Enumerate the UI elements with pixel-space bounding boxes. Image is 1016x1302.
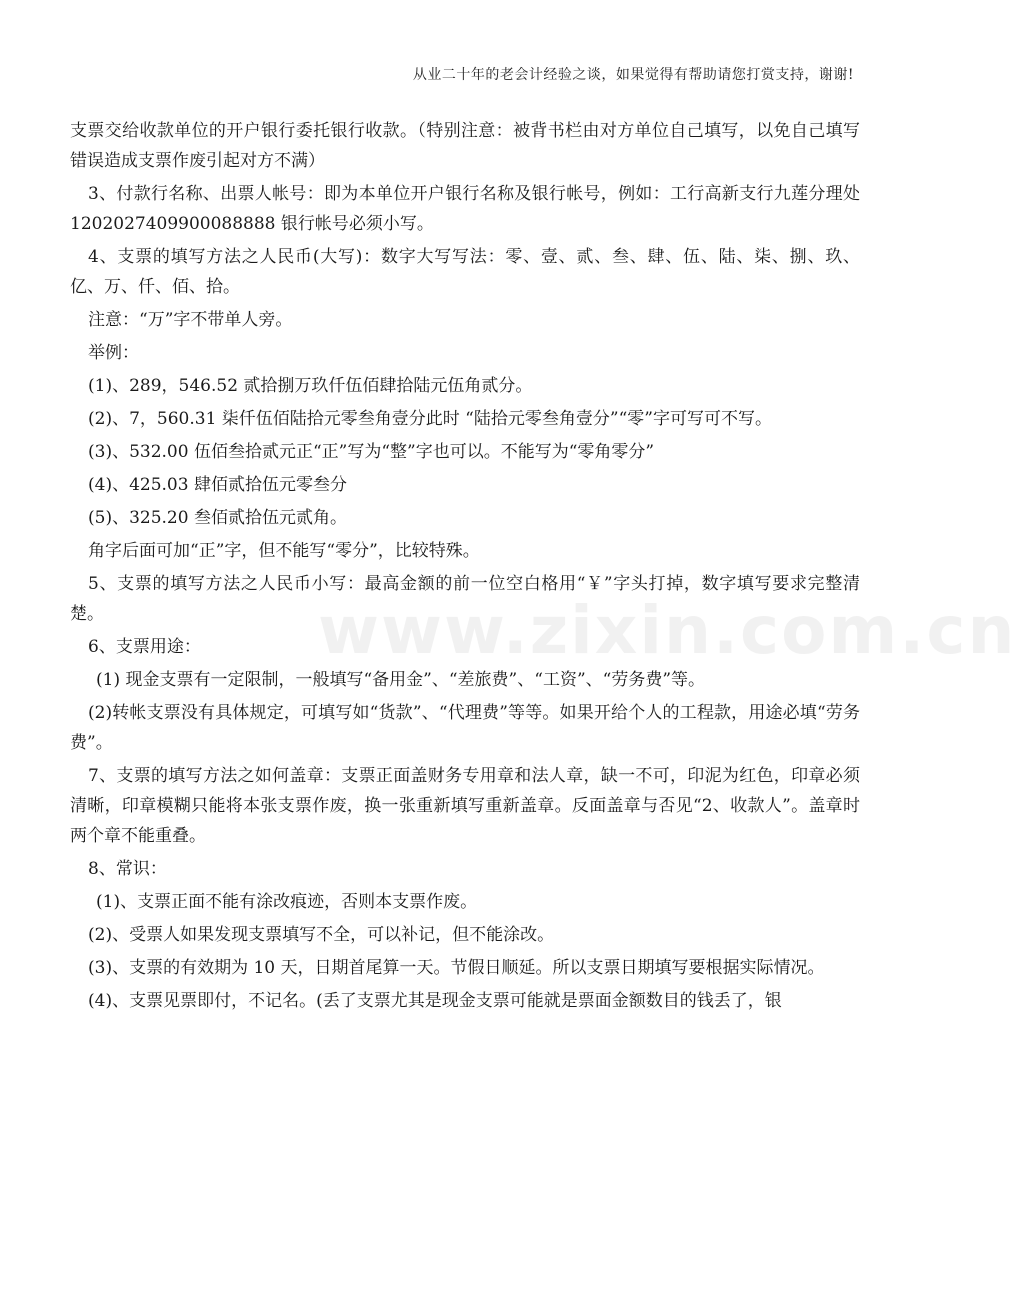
example-item-1: (1)、289，546.52 贰拾捌万玖仟伍佰肆拾陆元伍角贰分。	[88, 376, 533, 396]
usage-item-transfer-check: (2)转帐支票没有具体规定，可填写如“货款”、“代理费”等等。如果开给个人的工程款，用途必填“劳务费”。	[70, 703, 860, 753]
paragraph-lowercase-rmb: 5、支票的填写方法之人民币小写：最高金额的前一位空白格用“￥”字头打掉，数字填写要求完整清楚。	[70, 574, 860, 624]
knowledge-item-3: (3)、支票的有效期为 10 天，日期首尾算一天。节假日顺延。所以支票日期填写要根据实际情况。	[88, 958, 825, 978]
paragraph-uppercase-rmb: 4、支票的填写方法之人民币(大写)：数字大写写法：零、壹、贰、叁、肆、伍、陆、柒、捌、玖、亿、万、仟、佰、拾。	[70, 247, 860, 297]
paragraph-payer-bank: 3、付款行名称、出票人帐号：即为本单位开户银行名称及银行帐号，例如：工行高新支行九莲分理处 1202027409900088888 银行帐号必须小写。	[70, 184, 860, 234]
example-item-5: (5)、325.20 叁佰贰拾伍元贰角。	[88, 508, 347, 528]
document-body	[70, 116, 860, 1019]
knowledge-item-2: (2)、受票人如果发现支票填写不全，可以补记，但不能涂改。	[88, 925, 555, 945]
paragraph-check-delivery: 支票交给收款单位的开户银行委托银行收款。（特别注意：被背书栏由对方单位自己填写，以免自己填写错误造成支票作废引起对方不满）	[70, 121, 860, 171]
knowledge-item-4: (4)、支票见票即付，不记名。(丢了支票尤其是现金支票可能就是票面金额数目的钱丢了，银	[88, 991, 782, 1011]
paragraph-examples-heading: 举例：	[88, 343, 139, 363]
paragraph-common-knowledge-heading: 8、常识：	[88, 859, 167, 879]
paragraph-check-usage-heading: 6、支票用途：	[88, 637, 201, 657]
example-item-3: (3)、532.00 伍佰叁拾贰元正“正”写为“整”字也可以。不能写为“零角零分”	[88, 442, 655, 462]
example-item-4: (4)、425.03 肆佰贰拾伍元零叁分	[88, 475, 347, 495]
knowledge-item-1: (1)、支票正面不能有涂改痕迹，否则本支票作废。	[96, 892, 478, 912]
page-header-note: 从业二十年的老会计经验之谈，如果觉得有帮助请您打赏支持，谢谢!	[412, 67, 854, 83]
paragraph-jiao-note: 角字后面可加“正”字，但不能写“零分”，比较特殊。	[88, 541, 480, 561]
paragraph-note-wan: 注意：“万”字不带单人旁。	[88, 310, 293, 330]
watermark: www.zixin.com.cn	[318, 592, 1016, 669]
example-item-2: (2)、7，560.31 柒仟伍佰陆拾元零叁角壹分此时 “陆拾元零叁角壹分”“零”字可写可不写。	[88, 409, 772, 429]
paragraph-stamping: 7、支票的填写方法之如何盖章：支票正面盖财务专用章和法人章，缺一不可，印泥为红色，印章必须清晰，印章模糊只能将本张支票作废，换一张重新填写重新盖章。反面盖章与否见“2、收款人”。盖章时两个章不能重叠。	[70, 766, 860, 846]
usage-item-cash-check: (1) 现金支票有一定限制，一般填写“备用金”、“差旅费”、“工资”、“劳务费”等。	[96, 670, 706, 690]
